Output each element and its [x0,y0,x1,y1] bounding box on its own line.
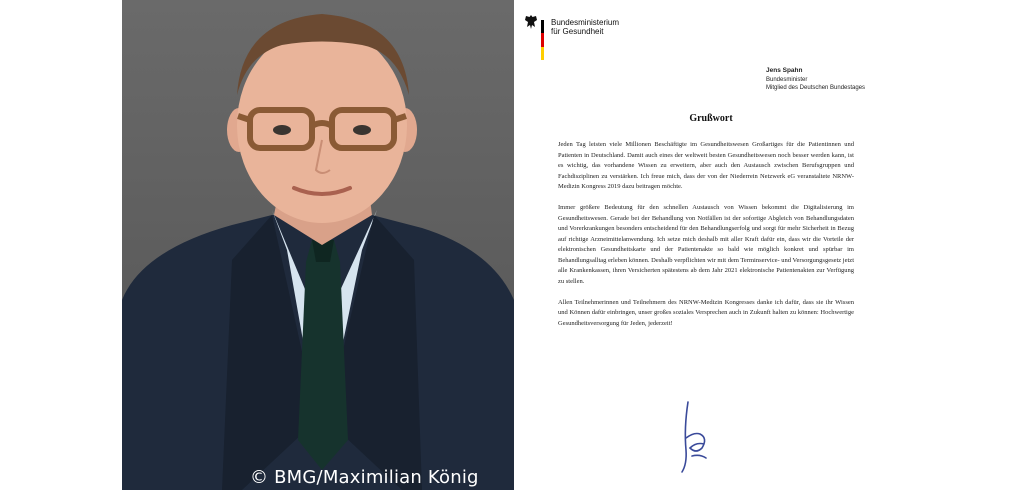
greeting-letter [514,0,908,490]
letter-heading: Grußwort [689,113,733,124]
paragraph-1: Jeden Tag leisten viele Millionen Beschäftigte im Gesundheitswesen Großartiges für die Patientinnen und Patienten in Deutschland. Damit auch eines der weltweit besten Gesundheitswesen noch besser werden kann, ist es wichtig, das vorhandene Wissen zu erweitern, aber auch den Austausch zwischen Berufsgruppen und Fachdisziplinen zu verstärken. Ich freue mich, dass der von der Niederrein Netzwerk eG veranstaltete NRNW-Medizin Kongress 2019 dazu beitragen möchte. [558,141,854,190]
tie [298,240,348,470]
sender-name: Jens Spahn [766,67,803,74]
sender-role: Mitglied des Deutschen Bundestages [766,85,866,91]
ministry-line-1: Bundesministerium [551,18,620,27]
handwritten-signature [674,398,714,478]
german-flag-bar [541,20,544,60]
photo-credit: © BMG/Maximilian König [250,467,479,488]
federal-eagle-icon [524,14,538,30]
sender-block [766,67,865,93]
ministry-name [551,18,619,36]
ministry-line-2: für Gesundheit [551,27,604,36]
portrait-illustration [122,0,514,490]
sender-title: Bundesminister [766,76,808,83]
portrait-photo [122,0,514,490]
paragraph-2: Immer größere Bedeutung für den schnellen Austausch von Wissen bekommt die Digitalisierung im Gesundheitswesen. Gerade bei der Behandlung von Notfällen ist der sofortige Abgleich von Behandlungsdaten und Vorerkrankungen besonders entscheidend für den Behandlungserfolg und sorgt für mehr Sicherheit in Bezug auf richtige Arzneimittelanwendung. Ich setze mich deshalb mit aller Kraft dafür ein, dass wir die Vorteile der elektronischen Gesundheitskarte und der Patientenakte so bald wie möglich konkret und spürbar im Behandlungsalltag erleben können. Deshalb verpflichten wir mit dem Terminservice- und Versorgungsgesetz jetzt alle Krankenkassen, ihren Versicherten spätestens ab dem Jahr 2021 elektronische Patientenakten zur Verfügung zu stellen. [558,204,854,285]
letter-body [558,140,854,340]
paragraph-3: Allen Teilnehmerinnen und Teilnehmern des NRNW-Medizin Kongresses danke ich dafür, dass sie ihr Wissen und Können dafür einbringen, unser großes soziales Versprechen auch in Zukunft halten zu können: Hochwertige Gesundheitsversorgung für Jeden, jederzeit! [558,298,854,327]
